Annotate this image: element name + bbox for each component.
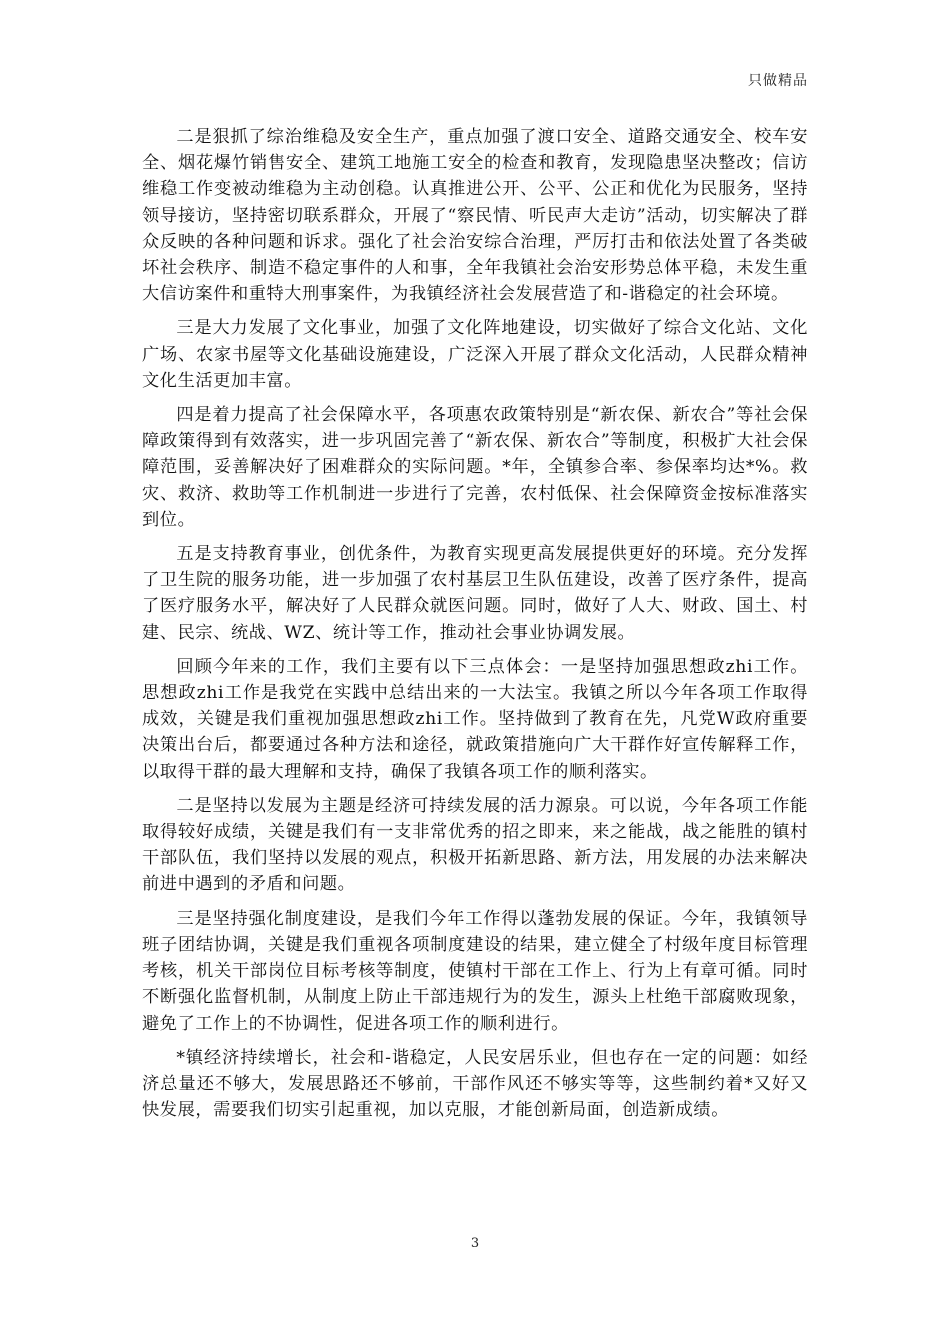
paragraph: *镇经济持续增长，社会和-谐稳定，人民安居乐业，但也存在一定的问题：如经济总量还不够大，发展思路还不够前，干部作风还不够实等等，这些制约着*又好又快发展，需要我们切实引起重视，加以克服，才能创新局面，创造新成绩。: [142, 1047, 808, 1121]
paragraph: 回顾今年来的工作，我们主要有以下三点体会：一是坚持加强思想政zhi工作。思想政zhi工作是我党在实践中总结出来的一大法宝。我镇之所以今年各项工作取得成效，关键是我们重视加强思想政zhi工作。坚持做到了教育在先，凡党W政府重要决策出台后，都要通过各种方法和途径，就政策措施向广大干群作好宣传解释工作，以取得干群的最大理解和支持，确保了我镇各项工作的顺利落实。: [142, 656, 808, 782]
page-number: 3: [470, 1236, 480, 1251]
paragraph: 五是支持教育事业，创优条件，为教育实现更高发展提供更好的环境。充分发挥了卫生院的服务功能，进一步加强了农村基层卫生队伍建设，改善了医疗条件，提高了医疗服务水平，解决好了人民群众就医问题。同时，做好了人大、财政、国土、村建、民宗、统战、WZ、统计等工作，推动社会事业协调发展。: [142, 544, 808, 643]
paragraph: 三是坚持强化制度建设，是我们今年工作得以蓬勃发展的保证。今年，我镇领导班子团结协调，关键是我们重视各项制度建设的结果，建立健全了村级年度目标管理考核，机关干部岗位目标考核等制度，使镇村干部在工作上、行为上有章可循。同时不断强化监督机制，从制度上防止干部违规行为的发生，源头上杜绝干部腐败现象，避免了工作上的不协调性，促进各项工作的顺利进行。: [142, 908, 808, 1034]
paragraph: 三是大力发展了文化事业，加强了文化阵地建设，切实做好了综合文化站、文化广场、农家书屋等文化基础设施建设，广泛深入开展了群众文化活动，人民群众精神文化生活更加丰富。: [142, 318, 808, 391]
paragraph: 二是坚持以发展为主题是经济可持续发展的活力源泉。可以说，今年各项工作能取得较好成绩，关键是我们有一支非常优秀的招之即来，来之能战，战之能胜的镇村干部队伍，我们坚持以发展的观点，积极开拓新思路、新方法，用发展的办法来解决前进中遇到的矛盾和问题。: [142, 795, 808, 895]
paragraph: 四是着力提高了社会保障水平，各项惠农政策特别是“新农保、新农合”等社会保障政策得到有效落实，进一步巩固完善了“新农保、新农合”等制度，积极扩大社会保障范围，妥善解决好了困难群众的实际问题。*年，全镇参合率、参保率均达*%。救灾、救济、救助等工作机制进一步进行了完善，农村低保、社会保障资金按标准落实到位。: [142, 405, 808, 530]
paragraph: 二是狠抓了综治维稳及安全生产，重点加强了渡口安全、道路交通安全、校车安全、烟花爆竹销售安全、建筑工地施工安全的检查和教育，发现隐患坚决整改；信访维稳工作变被动维稳为主动创稳。认真推进公开、公平、公正和优化为民服务，坚持领导接访，坚持密切联系群众，开展了“察民情、听民声大走访”活动，切实解决了群众反映的各种问题和诉求。强化了社会治安综合治理，严厉打击和依法处置了各类破坏社会秩序、制造不稳定事件的人和事，全年我镇社会治安形势总体平稳，未发生重大信访案件和重特大刑事案件，为我镇经济社会发展营造了和-谐稳定的社会环境。: [142, 127, 808, 305]
page-header: 只做精品: [748, 73, 808, 89]
document-body: [142, 124, 808, 1131]
